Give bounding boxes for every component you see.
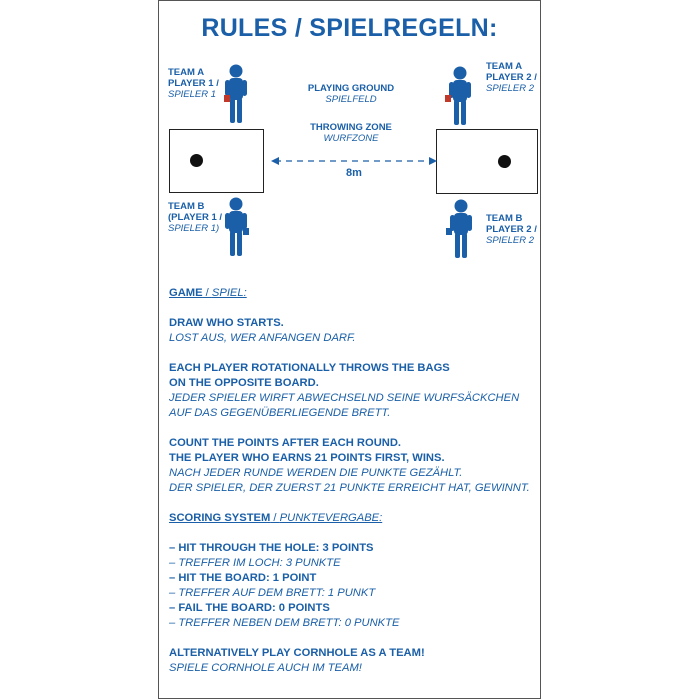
board-hole	[190, 154, 203, 167]
player-figure-team-b-2	[448, 198, 474, 260]
cornhole-board-left	[169, 129, 264, 193]
heading-en: GAME	[169, 287, 203, 299]
label-line: SPIELER 1)	[168, 223, 220, 234]
label-line: PLAYING GROUND	[307, 83, 395, 94]
rules-card	[158, 0, 541, 699]
score-line: – TREFFER AUF DEM BRETT: 1 PUNKT	[169, 587, 376, 599]
player-icon	[450, 200, 472, 259]
bean-bag-icon	[243, 228, 249, 235]
player-icon	[225, 65, 247, 124]
player-icon	[225, 198, 247, 257]
distance-label: 8m	[346, 167, 362, 179]
rule-line: JEDER SPIELER WIRFT ABWECHSELND SEINE WURFSÄCKCHEN	[169, 392, 520, 404]
rule-line: ALTERNATIVELY PLAY CORNHOLE AS A TEAM!	[169, 647, 425, 659]
label-line: SPIELER 1	[168, 89, 217, 100]
bean-bag-icon	[445, 95, 451, 102]
label-team-a-player-2	[486, 61, 537, 94]
rule-line: DER SPIELER, DER ZUERST 21 PUNKTE ERREICHT HAT, GEWINNT.	[169, 482, 530, 494]
label-team-b-player-2	[486, 213, 537, 246]
rule-line: NACH JEDER RUNDE WERDEN DIE PUNKTE GEZÄHLT.	[169, 467, 463, 479]
heading-sep: /	[202, 287, 212, 299]
player-figure-team-b-1	[223, 196, 249, 258]
heading-en: SCORING SYSTEM	[169, 512, 271, 524]
label-line: PLAYER 1 /	[168, 78, 219, 89]
heading-sep: /	[270, 512, 280, 524]
player-icon	[449, 67, 471, 126]
rule-line: AUF DAS GEGENÜBERLIEGENDE BRETT.	[169, 407, 391, 419]
label-playing-ground	[289, 83, 413, 105]
label-line: SPIELER 2	[486, 235, 535, 246]
label-team-b-player-1	[168, 201, 222, 234]
score-line: – HIT THE BOARD: 1 POINT	[169, 572, 317, 584]
player-figure-team-a-1	[223, 63, 249, 125]
heading-de: SPIEL:	[211, 287, 247, 299]
bean-bag-icon	[446, 228, 452, 235]
label-line: TEAM B	[486, 213, 523, 224]
rule-line: LOST AUS, WER ANFANGEN DARF.	[169, 332, 356, 344]
game-heading	[169, 286, 534, 301]
board-hole	[498, 155, 511, 168]
page-title: RULES / SPIELREGELN:	[201, 14, 498, 42]
score-line: – HIT THROUGH THE HOLE: 3 POINTS	[169, 542, 374, 554]
label-line: (PLAYER 1 /	[168, 212, 223, 223]
rule-line: SPIELE CORNHOLE AUCH IM TEAM!	[169, 662, 362, 674]
score-line: – FAIL THE BOARD: 0 POINTS	[169, 602, 330, 614]
label-throwing-zone	[289, 122, 413, 144]
label-line: TEAM A	[486, 61, 523, 72]
score-line: – TREFFER IM LOCH: 3 PUNKTE	[169, 557, 341, 569]
label-line: SPIELFELD	[325, 94, 377, 105]
label-line: PLAYER 2 /	[486, 224, 537, 235]
rule-line: COUNT THE POINTS AFTER EACH ROUND.	[169, 437, 402, 449]
label-line: TEAM B	[168, 201, 205, 212]
cornhole-board-right	[436, 129, 538, 194]
player-figure-team-a-2	[447, 65, 473, 127]
rule-line: EACH PLAYER ROTATIONALLY THROWS THE BAGS	[169, 362, 450, 374]
rules-text	[169, 286, 534, 676]
scoring-heading	[169, 511, 534, 526]
label-line: WURFZONE	[323, 133, 379, 144]
label-line: SPIELER 2	[486, 83, 535, 94]
label-line: TEAM A	[168, 67, 205, 78]
label-line: THROWING ZONE	[310, 122, 392, 133]
bean-bag-icon	[224, 95, 230, 102]
rule-line: DRAW WHO STARTS.	[169, 317, 284, 329]
rule-line: ON THE OPPOSITE BOARD.	[169, 377, 319, 389]
heading-de: PUNKTEVERGABE:	[279, 512, 383, 524]
score-line: – TREFFER NEBEN DEM BRETT: 0 PUNKTE	[169, 617, 400, 629]
label-line: PLAYER 2 /	[486, 72, 537, 83]
rule-line: THE PLAYER WHO EARNS 21 POINTS FIRST, WINS.	[169, 452, 445, 464]
label-team-a-player-1	[168, 67, 219, 100]
